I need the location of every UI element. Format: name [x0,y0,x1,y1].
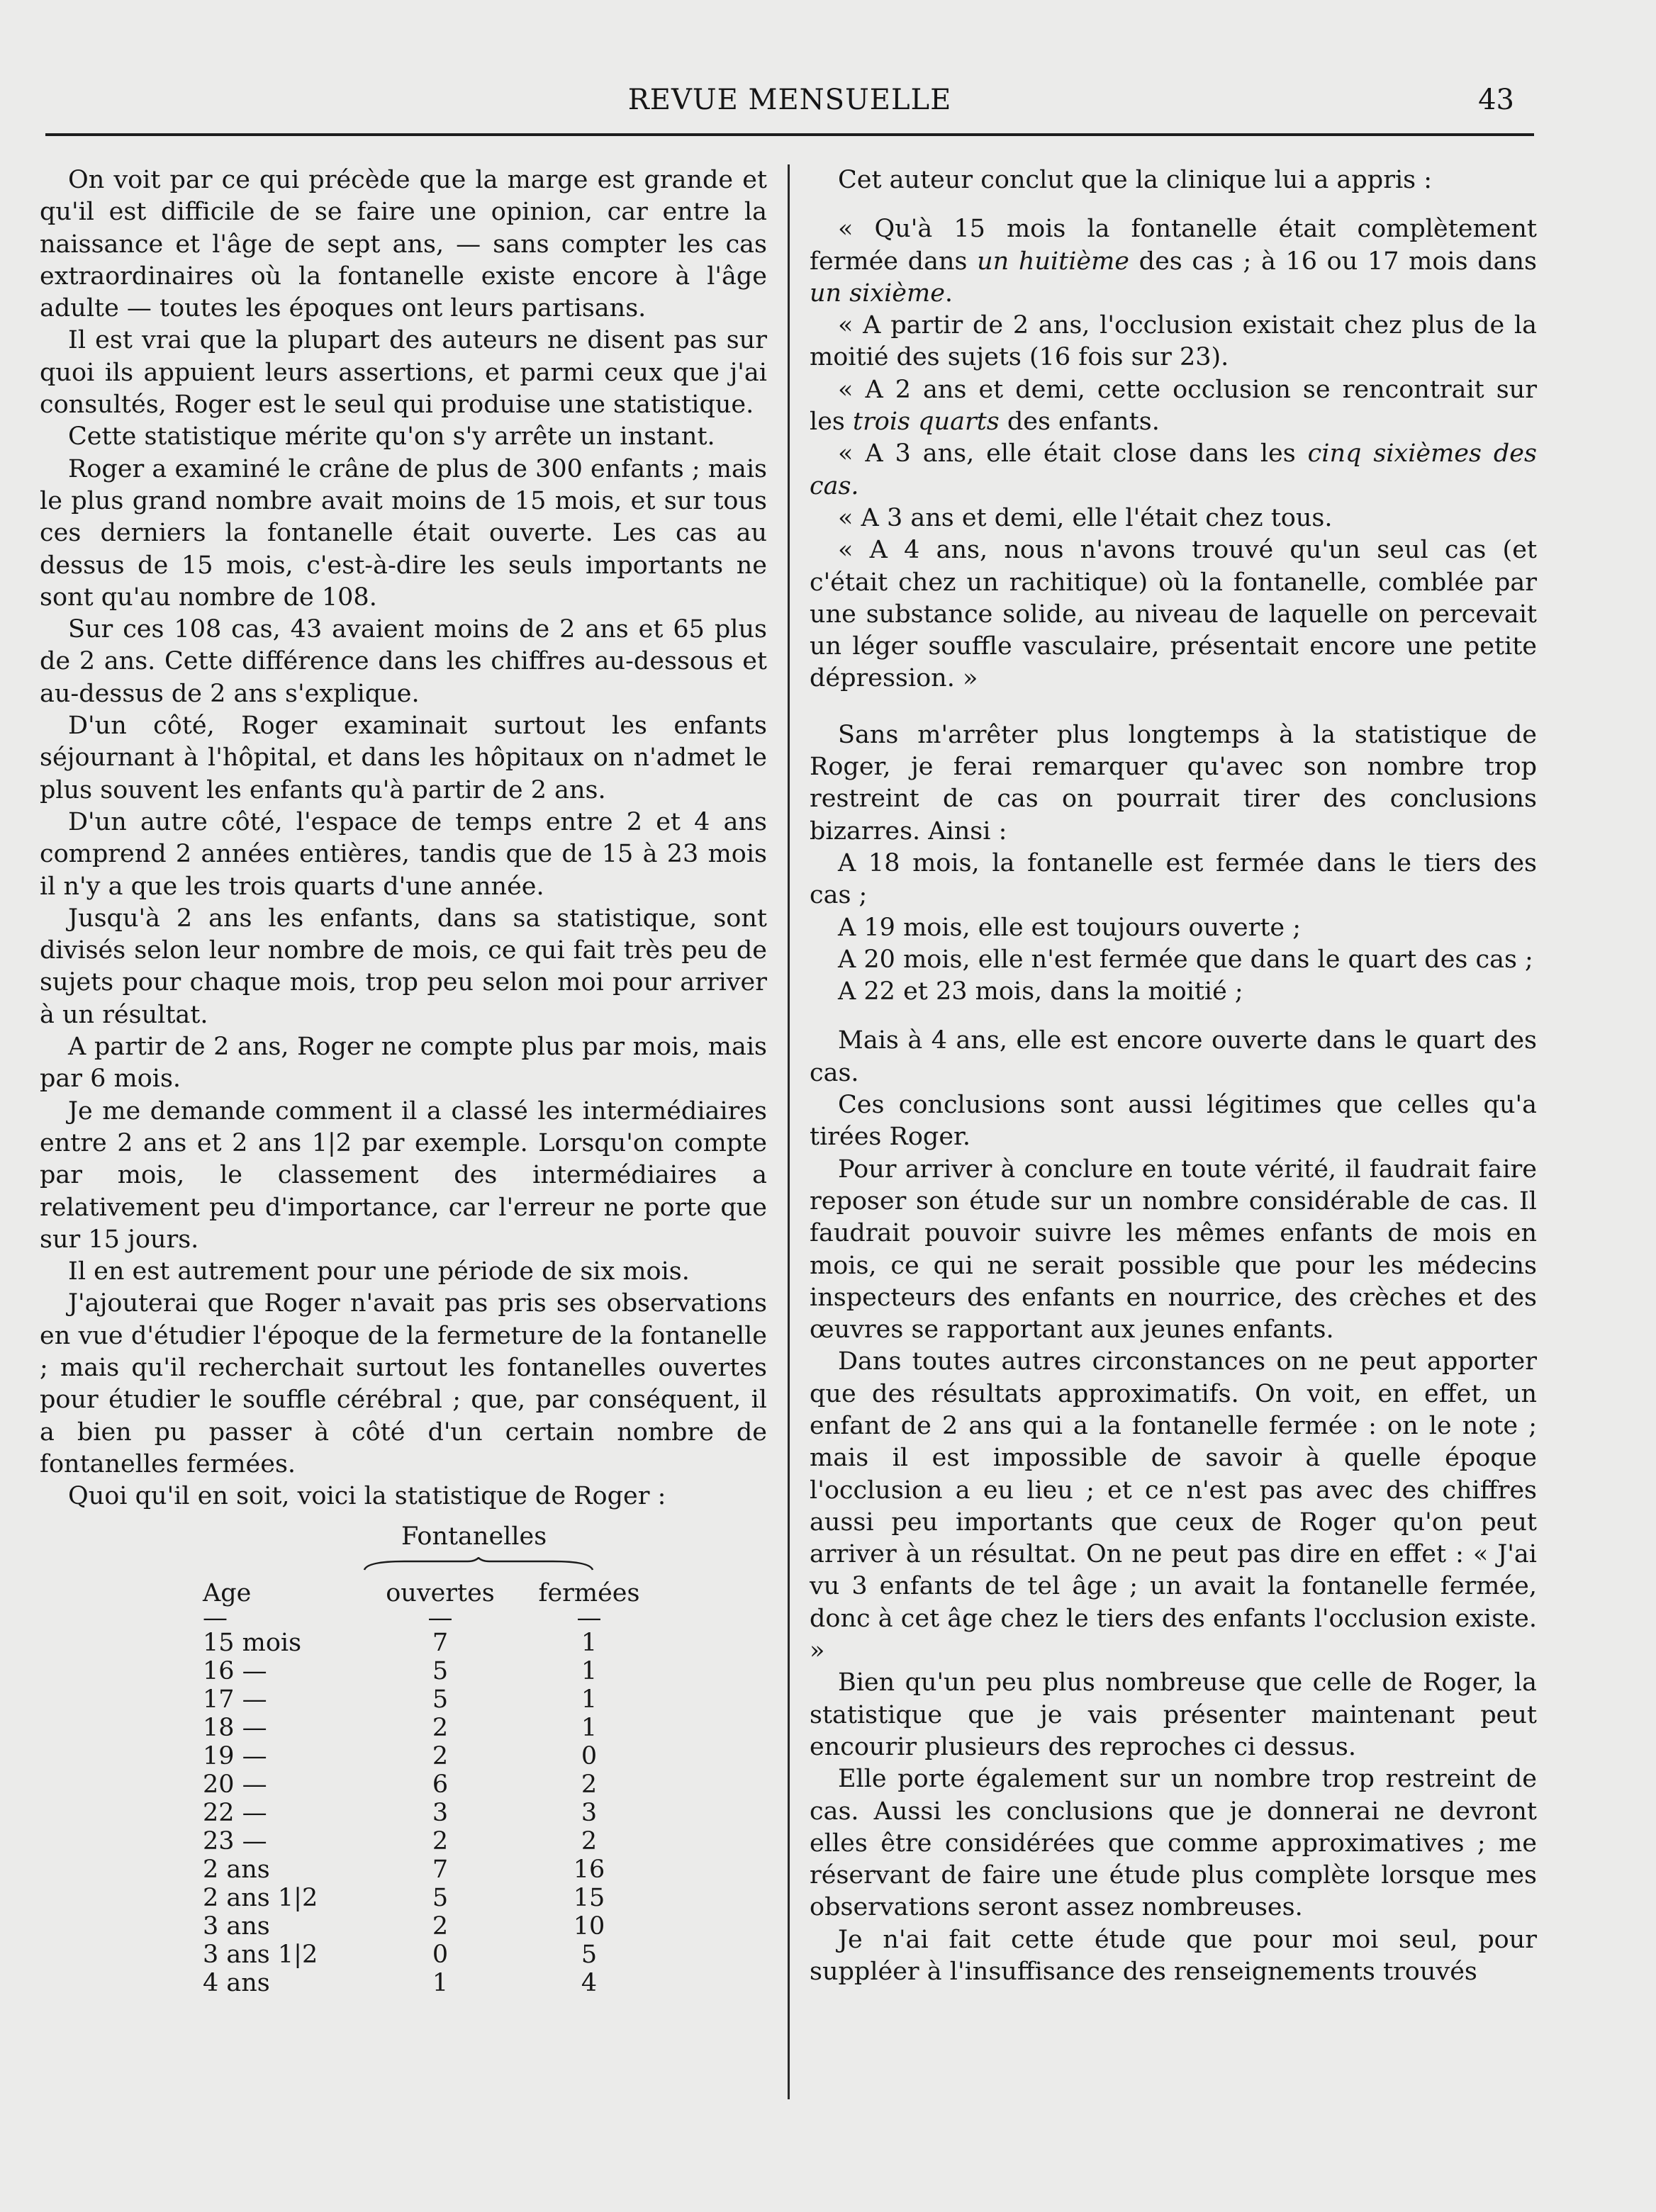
header-rule [45,133,1534,136]
row-open-count: 5 [432,1657,449,1686]
row-open-count: 6 [432,1770,449,1800]
dash: — [427,1604,453,1633]
page-number: 43 [1478,84,1514,116]
row-age: 2 ans 1|2 [203,1884,318,1913]
right-column [810,164,1537,1988]
paragraph: Sur ces 108 cas, 43 avaient moins de 2 ans et 65 plus de 2 ans. Cette différence dans les chiffres au-dessous et au-dessus de 2 ans s'explique. [40,615,767,708]
running-title: REVUE MENSUELLE [627,84,952,116]
table-row [40,1657,649,1685]
table-row [40,1856,649,1884]
paragraph: Il en est autrement pour une période de six mois. [68,1257,690,1286]
quote: « A 2 ans et demi, cette occlusion se rencontrait sur les trois quarts des enfants. [810,375,1537,437]
quote: « Qu'à 15 mois la fontanelle était complètement fermée dans un huitième des cas ; à 16 ou 17 mois dans un sixième. [810,215,1537,308]
paragraph: Quoi qu'il en soit, voici la statistique de Roger : [68,1482,666,1511]
paragraph: Elle porte également sur un nombre trop restreint de cas. Aussi les conclusions que je donnerai ne devront elles être considérées que comme approximatives ; me réservant de faire une étude plus complète lorsque mes observations seront assez nombreuses. [810,1765,1537,1922]
table-row [40,1799,649,1827]
column-header-open: ouvertes [386,1579,495,1608]
row-closed-count: 1 [581,1657,598,1686]
row-open-count: 3 [432,1799,449,1828]
table-row [40,1714,649,1742]
paragraph: Bien qu'un peu plus nombreuse que celle de Roger, la statistique que je vais présenter maintenant peut encourir plusieurs des reproches ci dessus. [810,1668,1537,1761]
row-closed-count: 15 [573,1884,605,1913]
row-age: 3 ans 1|2 [203,1941,318,1970]
row-age: 15 mois [203,1629,302,1658]
quote: « A 4 ans, nous n'avons trouvé qu'un seul cas (et c'était chez un rachitique) où la fontanelle, comblée par une substance solide, au niveau de laquelle on percevait un léger souffle vasculaire, présentait encore une petite dépression. » [810,536,1537,693]
row-closed-count: 0 [581,1742,598,1771]
paragraph: A 19 mois, elle est toujours ouverte ; [838,913,1302,942]
quote: « A 3 ans, elle était close dans les cinq sixièmes des cas. [810,439,1537,500]
row-closed-count: 2 [581,1770,598,1800]
table-row [40,1770,649,1799]
dash: — [576,1604,602,1633]
left-column [40,164,767,1997]
row-closed-count: 1 [581,1714,598,1743]
row-open-count: 2 [432,1714,449,1743]
table-row [40,1941,649,1969]
row-open-count: 7 [432,1629,449,1658]
column-divider [788,164,790,2099]
row-age: 16 — [203,1657,267,1686]
row-age: 17 — [203,1685,267,1714]
row-closed-count: 2 [581,1827,598,1856]
table-row [40,1912,649,1941]
row-open-count: 0 [432,1941,449,1970]
paragraph: Mais à 4 ans, elle est encore ouverte dans le quart des cas. [810,1026,1537,1087]
dash: — [203,1604,228,1633]
quote: « A partir de 2 ans, l'occlusion existait chez plus de la moitié des sujets (16 fois sur 23). [810,311,1537,372]
paragraph: On voit par ce qui précède que la marge est grande et qu'il est difficile de se faire une opinion, car entre la naissance et l'âge de sept ans, — sans compter les cas extraordinaires où la fontanelle existe encore à l'âge adulte — toutes les époques ont leurs partisans. [40,166,767,323]
brace-icon [362,1557,595,1573]
row-open-count: 2 [432,1912,449,1941]
roger-statistics-table [40,1522,649,1997]
row-closed-count: 3 [581,1799,598,1828]
column-header-closed: fermées [538,1579,640,1608]
table-row [40,1685,649,1714]
row-open-count: 2 [432,1827,449,1856]
paragraph: A 18 mois, la fontanelle est fermée dans le tiers des cas ; [810,848,1537,910]
paragraph: Il est vrai que la plupart des auteurs ne disent pas sur quoi ils appuient leurs assertions, et parmi ceux que j'ai consultés, Roger est le seul qui produise une statistique. [40,326,767,420]
paragraph: Pour arriver à conclure en toute vérité, il faudrait faire reposer son étude sur un nombre considérable de cas. Il faudrait pouvoir suivre les mêmes enfants de mois en mois, ce qui ne serait possible que pour les médecins inspecteurs des enfants en nourrice, des crèches et des œuvres se rapportant aux jeunes enfants. [810,1155,1537,1344]
row-open-count: 2 [432,1742,449,1771]
row-age: 22 — [203,1799,267,1828]
row-age: 4 ans [203,1969,270,1998]
row-closed-count: 16 [573,1856,605,1885]
page-header [45,77,1534,136]
table-row [40,1969,649,1997]
paragraph: Cet auteur conclut que la clinique lui a appris : [838,166,1433,194]
paragraph: D'un autre côté, l'espace de temps entre 2 et 4 ans comprend 2 années entières, tandis que de 15 à 23 mois il n'y a que les trois quarts d'une année. [40,807,767,901]
row-open-count: 7 [432,1856,449,1885]
row-closed-count: 1 [581,1685,598,1714]
row-closed-count: 5 [581,1941,598,1970]
paragraph: J'ajouterai que Roger n'avait pas pris ses observations en vue d'étudier l'époque de la fermeture de la fontanelle ; mais qu'il recherchait surtout les fontanelles ouvertes pour étudier le souffle cérébral ; que, par conséquent, il a bien pu passer à côté d'un certain nombre de fontanelles fermées. [40,1289,767,1478]
table-group-header: Fontanelles [401,1522,547,1551]
paragraph: Cette statistique mérite qu'on s'y arrête un instant. [68,422,715,451]
row-open-count: 1 [432,1969,449,1998]
paragraph: Je n'ai fait cette étude que pour moi seul, pour suppléer à l'insuffisance des renseignements trouvés [810,1925,1537,1987]
paragraph: Sans m'arrêter plus longtemps à la statistique de Roger, je ferai remarquer qu'avec son nombre trop restreint de cas on pourrait tirer des conclusions bizarres. Ainsi : [810,720,1537,846]
row-age: 19 — [203,1742,267,1771]
paragraph: A 22 et 23 mois, dans la moitié ; [838,977,1243,1006]
row-age: 23 — [203,1827,267,1856]
quote: « A 3 ans et demi, elle l'était chez tous. [838,503,1333,532]
row-age: 20 — [203,1770,267,1800]
row-open-count: 5 [432,1884,449,1913]
row-closed-count: 1 [581,1629,598,1658]
table-row [40,1742,649,1770]
paragraph: Roger a examiné le crâne de plus de 300 enfants ; mais le plus grand nombre avait moins de 15 mois, et sur tous ces derniers la fontanelle était ouverte. Les cas au dessus de 15 mois, c'est-à-dire les seuls importants ne sont qu'au nombre de 108. [40,454,767,612]
paragraph: Dans toutes autres circonstances on ne peut apporter que des résultats approximatifs. On voit, en effet, un enfant de 2 ans qui a la fontanelle fermée : on le note ; mais il est impossible de savoir à quelle époque l'occlusion a eu lieu ; et ce n'est pas avec des chiffres aussi peu importants que ceux de Roger qu'on peut arriver à un résultat. On ne peut pas dire en effet : « J'ai vu 3 enfants de tel âge ; un avait la fontanelle fermée, donc à cet âge chez le tiers des enfants l'occlusion existe. » [810,1347,1537,1666]
row-open-count: 5 [432,1685,449,1714]
row-age: 18 — [203,1714,267,1743]
paragraph: A partir de 2 ans, Roger ne compte plus par mois, mais par 6 mois. [40,1033,767,1094]
row-closed-count: 4 [581,1969,598,1998]
row-age: 2 ans [203,1856,270,1885]
column-header-age: Age [203,1579,252,1608]
paragraph: Jusqu'à 2 ans les enfants, dans sa statistique, sont divisés selon leur nombre de mois, ce qui fait très peu de sujets pour chaque mois, trop peu selon moi pour arriver à un résultat. [40,904,767,1029]
table-row [40,1884,649,1912]
paragraph: Ces conclusions sont aussi légitimes que celles qu'a tirées Roger. [810,1091,1537,1152]
table-row [40,1827,649,1856]
paragraph: Je me demande comment il a classé les intermédiaires entre 2 ans et 2 ans 1|2 par exemple. Lorsqu'on compte par mois, le classement des intermédiaires a relativement peu d'importance, car l'erreur ne porte que sur 15 jours. [40,1096,767,1254]
row-age: 3 ans [203,1912,270,1941]
paragraph: D'un côté, Roger examinait surtout les enfants séjournant à l'hôpital, et dans les hôpitaux on n'admet le plus souvent les enfants qu'à partir de 2 ans. [40,712,767,804]
row-closed-count: 10 [573,1912,605,1941]
paragraph: A 20 mois, elle n'est fermée que dans le quart des cas ; [838,945,1533,974]
table-row [40,1629,649,1657]
